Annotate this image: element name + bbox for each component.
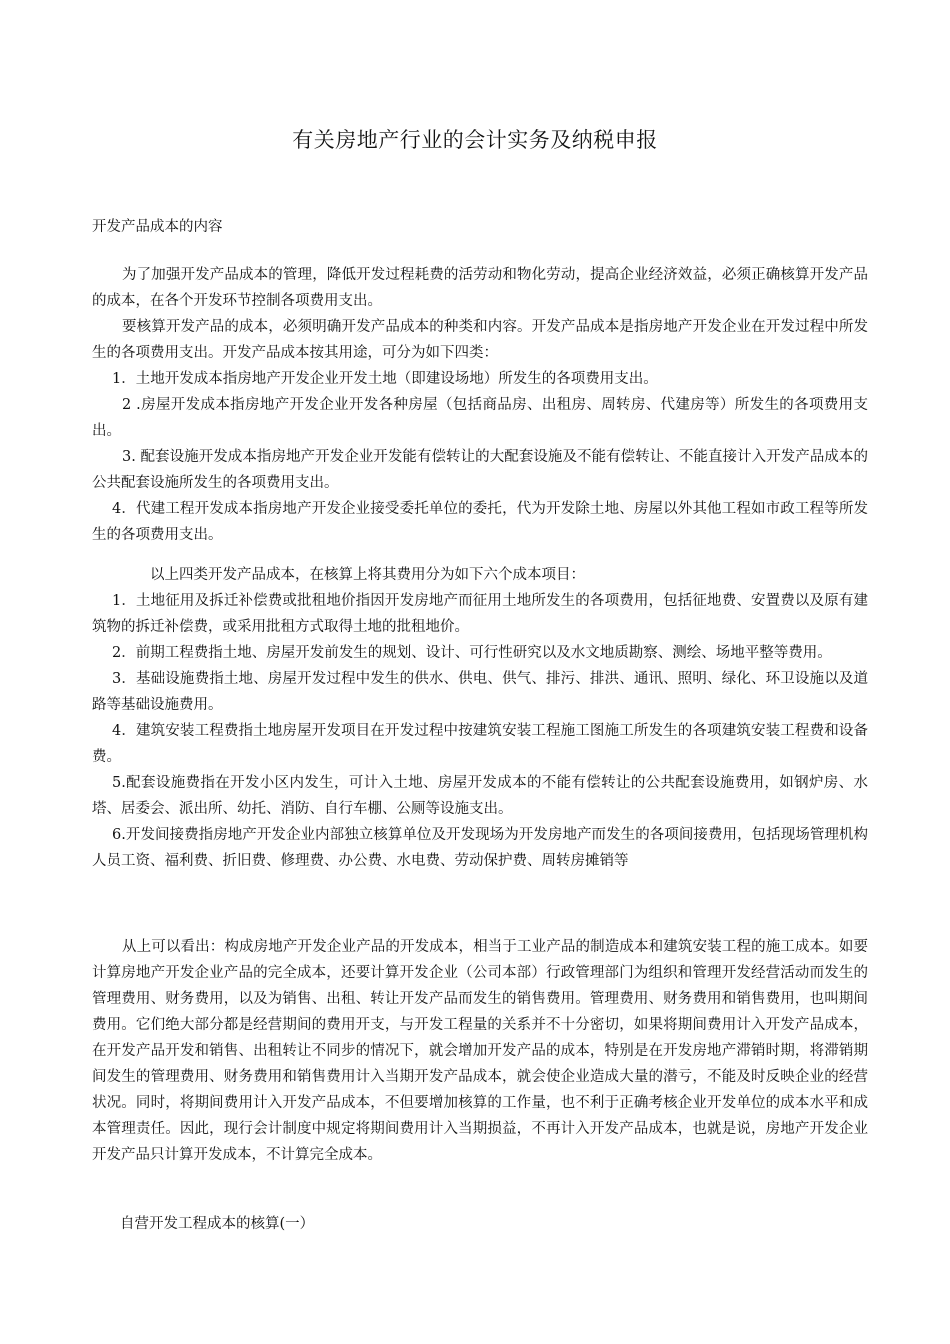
list-item: 1．土地开发成本指房地产开发企业开发土地（即建设场地）所发生的各项费用支出。 <box>112 371 658 387</box>
paragraph-block-cost-items <box>92 562 868 874</box>
paragraph-block-cost-types <box>92 262 868 548</box>
section-heading-product-cost: 开发产品成本的内容 <box>92 219 223 235</box>
paragraph: 从上可以看出：构成房地产开发企业产品的开发成本，相当于工业产品的制造成本和建筑安装工程的施工成本。如要计算房地产开发企业产品的完全成本，还要计算开发企业（公司本部）行政管理部门为组织和管理开发经营活动而发生的管理费用、财务费用，以及为销售、出租、转让开发产品而发生的销售费用。管理费用、财务费用和销售费用，也叫期间费用。它们绝大部分都是经营期间的费用开支，与开发工程量的关系并不十分密切，如果将期间费用计入开发产品成本，在开发产品开发和销售、出租转让不同步的情况下，就会增加开发产品的成本，特别是在开发房地产滞销时期，将滞销期间发生的管理费用、财务费用和销售费用计入当期开发产品成本，就会使企业造成大量的潜亏，不能及时反映企业的经营状况。同时，将期间费用计入开发产品成本，不但要增加核算的工作量，也不利于正确考核企业开发单位的成本水平和成本管理责任。因此，现行会计制度中规定将期间费用计入当期损益，不再计入开发产品成本，也就是说，房地产开发企业开发产品只计算开发成本，不计算完全成本。 <box>92 939 868 1163</box>
list-item: 2．前期工程费指土地、房屋开发前发生的规划、设计、可行性研究以及水文地质勘察、测绘、场地平整等费用。 <box>112 645 832 661</box>
paragraph: 要核算开发产品的成本，必须明确开发产品成本的种类和内容。开发产品成本是指房地产开发企业在开发过程中所发生的各项费用支出。开发产品成本按其用途，可分为如下四类： <box>92 319 868 361</box>
paragraph-block-period-costs <box>92 934 868 1168</box>
list-item: 6.开发间接费指房地产开发企业内部独立核算单位及开发现场为开发房地产而发生的各项间接费用，包括现场管理机构人员工资、福利费、折旧费、修理费、办公费、水电费、劳动保护费、周转房摊销等 <box>92 827 868 869</box>
list-item: 4．建筑安装工程费指土地房屋开发项目在开发过程中按建筑安装工程施工图施工所发生的各项建筑安装工程费和设备费。 <box>92 723 868 765</box>
paragraph: 以上四类开发产品成本，在核算上将其费用分为如下六个成本项目： <box>150 567 585 583</box>
list-item: 3．基础设施费指土地、房屋开发过程中发生的供水、供电、供气、排污、排洪、通讯、照明、绿化、环卫设施以及道路等基础设施费用。 <box>92 671 868 713</box>
list-item: 2 .房屋开发成本指房地产开发企业开发各种房屋（包括商品房、出租房、周转房、代建房等）所发生的各项费用支出。 <box>92 397 868 439</box>
list-item: 4．代建工程开发成本指房地产开发企业接受委托单位的委托，代为开发除土地、房屋以外其他工程如市政工程等所发生的各项费用支出。 <box>92 501 868 543</box>
paragraph: 为了加强开发产品成本的管理，降低开发过程耗费的活劳动和物化劳动，提高企业经济效益，必须正确核算开发产品的成本，在各个开发环节控制各项费用支出。 <box>92 267 868 309</box>
section-heading-self-development: 自营开发工程成本的核算(一） <box>120 1216 315 1232</box>
list-item: 5.配套设施费指在开发小区内发生，可计入土地、房屋开发成本的不能有偿转让的公共配套设施费用，如钢炉房、水塔、居委会、派出所、幼托、消防、自行车棚、公厕等设施支出。 <box>92 775 868 817</box>
document-title: 有关房地产行业的会计实务及纳税申报 <box>292 128 658 152</box>
list-item: 3. 配套设施开发成本指房地产开发企业开发能有偿转让的大配套设施及不能有偿转让、不能直接计入开发产品成本的公共配套设施所发生的各项费用支出。 <box>92 449 868 491</box>
list-item: 1．土地征用及拆迁补偿费或批租地价指因开发房地产而征用土地所发生的各项费用，包括征地费、安置费以及原有建筑物的拆迁补偿费，或采用批租方式取得土地的批租地价。 <box>92 593 868 635</box>
